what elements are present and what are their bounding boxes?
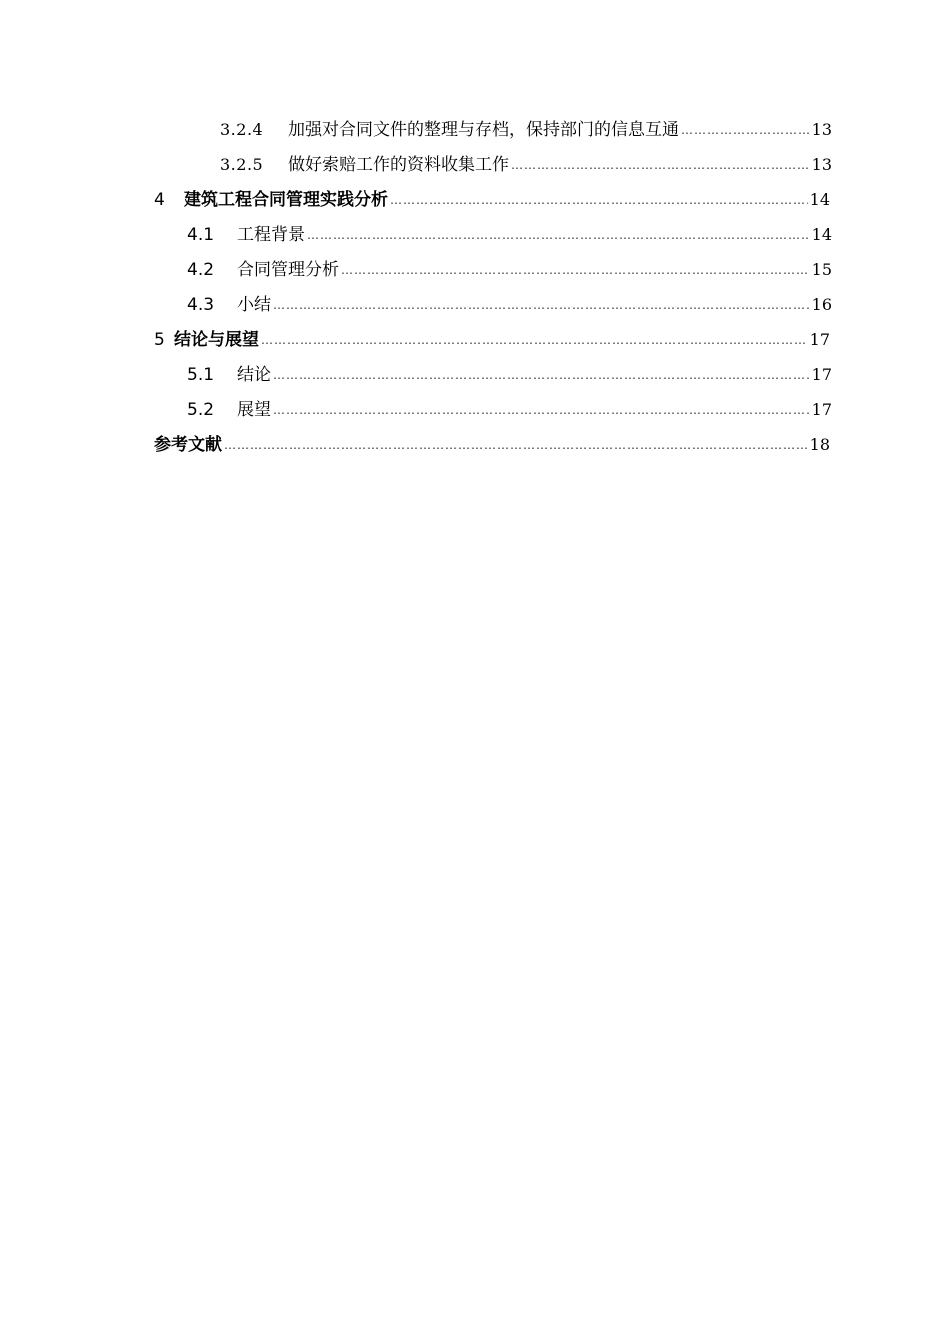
toc-entry-references[interactable] (154, 433, 830, 457)
toc-entry-5-2[interactable] (187, 398, 832, 422)
toc-entry-title: 做好索赔工作的资料收集工作 (288, 155, 509, 175)
toc-entry-title: 工程背景 (237, 225, 305, 245)
toc-entry-4[interactable] (154, 188, 830, 212)
toc-leader-dots (273, 293, 810, 317)
toc-entry-title: 展望 (237, 400, 271, 420)
toc-leader-dots (261, 328, 808, 352)
toc-leader-dots (273, 398, 810, 422)
toc-entry-title: 结论 (237, 365, 271, 385)
toc-entry-page: 13 (811, 120, 832, 139)
toc-entry-number: 4 (154, 190, 165, 210)
toc-entry-title: 加强对合同文件的整理与存档，保持部门的信息互通 (288, 120, 679, 140)
toc-entry-number: 4.2 (187, 260, 215, 280)
toc-entry-number: 4.1 (187, 225, 215, 245)
toc-entry-title: 参考文献 (154, 435, 222, 455)
toc-entry-page: 17 (809, 330, 830, 349)
toc-entry-4-2[interactable] (187, 258, 832, 282)
toc-entry-page: 14 (811, 225, 832, 244)
toc-leader-dots (224, 433, 808, 457)
toc-entry-page: 13 (811, 155, 832, 174)
toc-entry-page: 15 (811, 260, 832, 279)
toc-entry-title: 建筑工程合同管理实践分析 (184, 190, 388, 210)
toc-entry-page: 16 (811, 295, 832, 314)
toc-leader-dots (273, 363, 810, 387)
toc-entry-number: 5 (154, 330, 165, 350)
toc-leader-dots (681, 118, 810, 142)
toc-entry-number: 3.2.5 (220, 155, 264, 174)
toc-entry-3-2-4[interactable] (220, 118, 832, 142)
toc-entry-page: 17 (811, 400, 832, 419)
toc-entry-3-2-5[interactable] (220, 153, 832, 177)
toc-entry-5[interactable] (154, 328, 830, 352)
toc-leader-dots (341, 258, 810, 282)
toc-entry-4-1[interactable] (187, 223, 832, 247)
toc-entry-number: 5.2 (187, 400, 215, 420)
toc-entry-number: 5.1 (187, 365, 215, 385)
toc-entry-5-1[interactable] (187, 363, 832, 387)
toc-entry-page: 14 (809, 190, 830, 209)
toc-leader-dots (390, 188, 808, 212)
toc-entry-title: 合同管理分析 (237, 260, 339, 280)
toc-entry-title: 结论与展望 (174, 330, 259, 350)
toc-entry-page: 18 (809, 435, 830, 454)
toc-leader-dots (307, 223, 810, 247)
toc-entry-title: 小结 (237, 295, 271, 315)
toc-entry-4-3[interactable] (187, 293, 832, 317)
toc-entry-number: 4.3 (187, 295, 215, 315)
toc-leader-dots (511, 153, 810, 177)
toc-entry-number: 3.2.4 (220, 120, 264, 139)
toc-entry-page: 17 (811, 365, 832, 384)
